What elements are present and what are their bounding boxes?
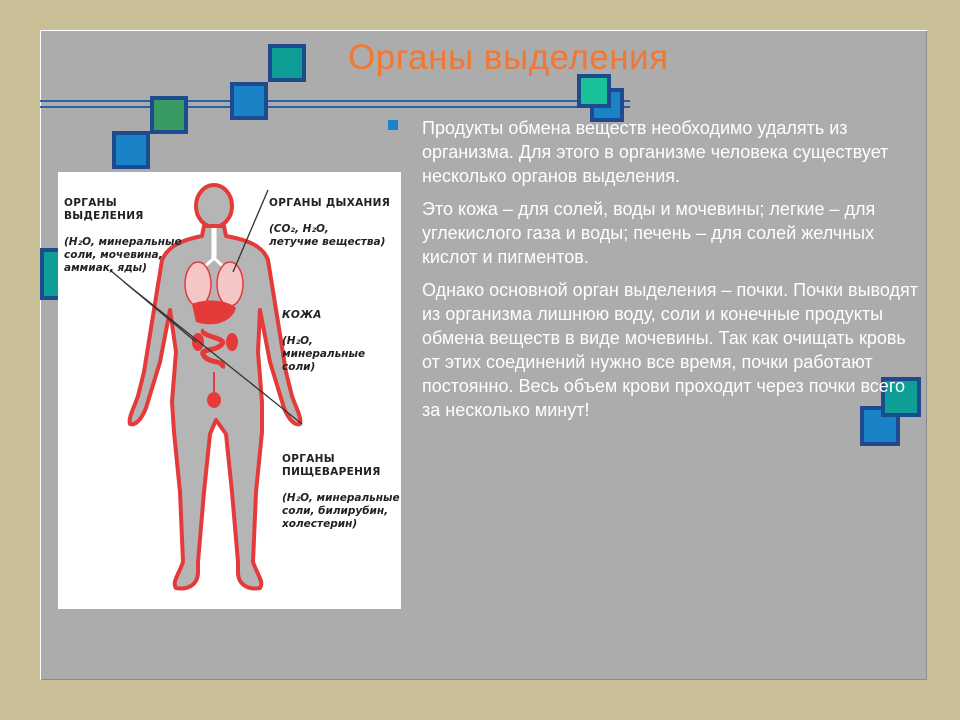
- decor-square: [150, 96, 188, 134]
- decor-square: [268, 44, 306, 82]
- paragraph: Это кожа – для солей, воды и мочевины; легкие – для углекислого газа и воды; печень – для солей желчных кислот и пигментов.: [422, 199, 876, 267]
- decor-square: [230, 82, 268, 120]
- decor-line: [40, 106, 630, 108]
- paragraph: Однако основной орган выделения – почки. Почки выводят из организма лишнюю воду, соли и конечные продукты обмена веществ в виде мочевины. Так как очищать кровь от этих соединений нужно все время, почки работают постоянно. Весь объем крови проходит через почки всего за несколько минут!: [422, 280, 919, 420]
- label-heading: КОЖА: [282, 309, 322, 321]
- bullet-marker: [388, 120, 398, 130]
- label-heading: ОРГАНЫ ВЫДЕЛЕНИЯ: [64, 197, 144, 222]
- paragraph: Продукты обмена веществ необходимо удалять из организма. Для этого в организме человека существует несколько органов выделения.: [422, 118, 889, 186]
- slide-title: Органы выделения: [348, 38, 669, 77]
- label-respiratory: [269, 184, 390, 249]
- body-text: [422, 116, 922, 431]
- decor-line: [40, 100, 630, 102]
- label-skin: [282, 296, 401, 374]
- body-diagram: [58, 172, 401, 609]
- label-detail: (H₂O, минеральные соли, билирубин, холестерин): [282, 492, 400, 530]
- label-excretory: [64, 184, 182, 275]
- label-heading: ОРГАНЫ ПИЩЕВАРЕНИЯ: [282, 453, 381, 478]
- label-detail: (H₂O, минеральные соли): [282, 335, 366, 373]
- decor-square: [577, 74, 611, 108]
- label-detail: (H₂O, минеральные соли, мочевина, аммиак, яды): [64, 236, 182, 274]
- decor-square: [112, 131, 150, 169]
- label-detail: (CO₂, H₂O, летучие вещества): [269, 223, 386, 248]
- label-digestive: [282, 440, 400, 531]
- label-heading: ОРГАНЫ ДЫХАНИЯ: [269, 197, 391, 209]
